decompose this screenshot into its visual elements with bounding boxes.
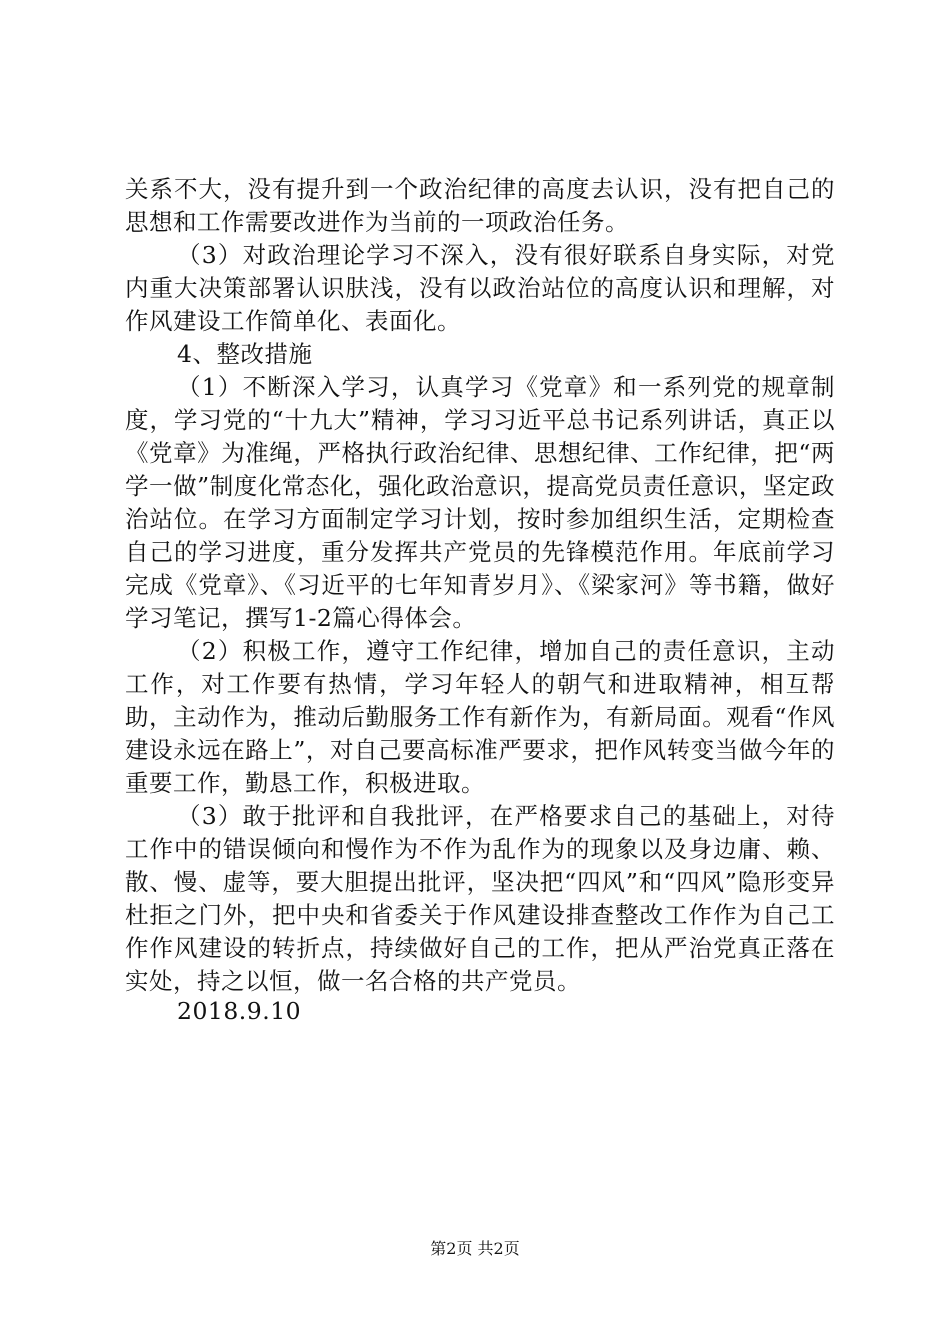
paragraph-item-3: （3）对政治理论学习不深入，没有很好联系自身实际，对党内重大决策部署认识肤浅，没有以政治站位的高度认识和理解，对作风建设工作简单化、表面化。 (125, 241, 835, 335)
paragraph-measure-2: （2）积极工作，遵守工作纪律，增加自己的责任意识，主动工作，对工作要有热情，学习年轻人的朝气和进取精神，相互帮助，主动作为，推动后勤服务工作有新作为，有新局面。观看“作风建设永远在路上”，对自己要高标准严要求，把作风转变当做今年的重要工作，勤恳工作，积极进取。 (125, 637, 835, 797)
document-body (125, 173, 835, 998)
document-date: 2018.9.10 (177, 997, 302, 1025)
page-footer: 第2页 共2页 (430, 1239, 520, 1258)
section-heading-rectification: 4、整改措施 (177, 340, 313, 368)
paragraph-measure-3: （3）敢于批评和自我批评，在严格要求自己的基础上，对待工作中的错误倾向和慢作为不作为乱作为的现象以及身边庸、赖、散、慢、虚等，要大胆提出批评，坚决把“四风”和“四风”隐形变异杜拒之门外，把中央和省委关于作风建设排查整改工作作为自己工作作风建设的转折点，持续做好自己的工作，把从严治党真正落在实处，持之以恒，做一名合格的共产党员。 (125, 802, 835, 995)
paragraph-measure-1: （1）不断深入学习，认真学习《党章》和一系列党的规章制度，学习党的“十九大”精神，学习习近平总书记系列讲话，真正以《党章》为准绳，严格执行政治纪律、思想纪律、工作纪律，把“两学一做”制度化常态化，强化政治意识，提高党员责任意识，坚定政治站位。在学习方面制定学习计划，按时参加组织生活，定期检查自己的学习进度，重分发挥共产党员的先锋模范作用。年底前学习完成《党章》、《习近平的七年知青岁月》、《梁家河》等书籍，做好学习笔记，撰写1-2篇心得体会。 (125, 373, 835, 632)
paragraph-continuation: 关系不大，没有提升到一个政治纪律的高度去认识，没有把自己的思想和工作需要改进作为当前的一项政治任务。 (125, 175, 835, 236)
